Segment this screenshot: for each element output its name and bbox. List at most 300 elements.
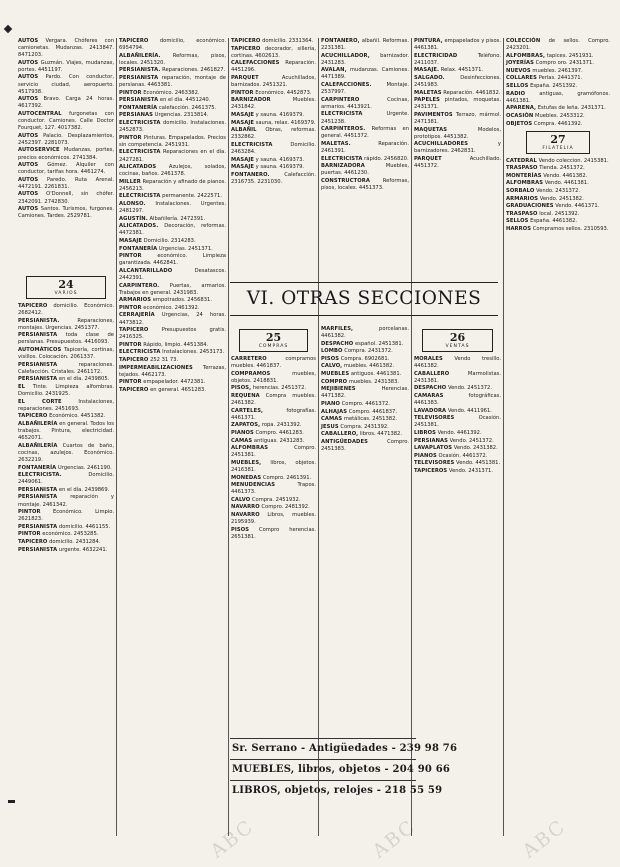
classified-ad bbox=[414, 67, 501, 74]
ad-text: local. 2451392. bbox=[537, 210, 580, 217]
classified-ad bbox=[321, 156, 409, 163]
ad-keyword: TAPICEROS bbox=[414, 467, 448, 474]
classified-ad bbox=[119, 201, 226, 215]
ad-text: y barnizadores. 2462831. bbox=[414, 141, 501, 155]
ad-keyword: MORALES bbox=[414, 356, 443, 362]
ads-list bbox=[506, 158, 610, 233]
ad-keyword: ALBAÑIL bbox=[231, 127, 257, 134]
ad-text: Económico. Limpio. 2621823. bbox=[18, 509, 114, 523]
classified-ad bbox=[231, 127, 316, 141]
ad-text: Santos. Turismos, furgones. Camiones. Tardes. 2529781. bbox=[18, 206, 114, 220]
ad-text: muebles, objetos. 2418831. bbox=[231, 370, 316, 384]
ad-text: reparación, montaje de persianas. 4463381. bbox=[119, 74, 226, 89]
classified-ad bbox=[506, 165, 610, 172]
ad-keyword: MASAJE bbox=[231, 119, 255, 126]
classified-ad bbox=[18, 547, 114, 554]
classified-ad bbox=[18, 147, 114, 161]
ad-keyword: PERSIANISTA bbox=[18, 486, 58, 493]
ad-text: Relax. 4451371. bbox=[439, 67, 484, 74]
ad-text: Compra. 6902681. bbox=[339, 355, 390, 362]
ad-text: Compra. 2451932. bbox=[250, 496, 301, 503]
ad-text: Instalaciones. Urgentes. 2481297. bbox=[119, 201, 226, 215]
ad-keyword: AUTOS bbox=[18, 162, 39, 169]
ad-text: Compro herencias. 2651381. bbox=[231, 526, 316, 540]
ad-keyword: PERSIANISTA bbox=[18, 332, 58, 339]
ad-text: en el día. 2439869. bbox=[57, 486, 110, 493]
ad-text: Muebles. 2431842. bbox=[231, 97, 316, 111]
classified-ad bbox=[321, 416, 409, 423]
ad-keyword: AUTOS bbox=[18, 206, 39, 213]
ad-text: Tienda. 2451372. bbox=[537, 165, 585, 172]
classified-ad bbox=[18, 303, 114, 317]
ad-keyword: CATEDRAL bbox=[506, 157, 537, 164]
ad-text: Compro. 2481392. bbox=[259, 504, 310, 511]
ad-text: Obras, reformas. 2332862. bbox=[231, 127, 316, 141]
classified-ad bbox=[321, 111, 409, 125]
ad-keyword: ACUCHILLADOR, bbox=[321, 52, 370, 59]
classified-ad bbox=[231, 527, 316, 541]
ad-text: Cocinas, armarios. 4413921. bbox=[321, 96, 409, 110]
classified-ad bbox=[18, 96, 114, 110]
ad-text: y sauna. 4169379. bbox=[254, 111, 305, 118]
classified-ad bbox=[18, 162, 114, 176]
classified-ad bbox=[231, 422, 316, 429]
classified-ad bbox=[231, 512, 316, 526]
classified-ad bbox=[321, 363, 409, 370]
classified-ad bbox=[414, 460, 501, 467]
ad-keyword: PISOS, bbox=[231, 385, 252, 392]
ad-keyword: EL bbox=[18, 384, 26, 391]
classified-ad bbox=[119, 305, 226, 312]
ad-keyword: PERSIANAS bbox=[119, 112, 154, 119]
classified-ad bbox=[414, 53, 501, 67]
classified-ad bbox=[321, 439, 409, 453]
classified-ad bbox=[414, 90, 501, 97]
classified-ad bbox=[119, 105, 226, 112]
ad-text: Calefacción. 2316735. 2231030. bbox=[231, 171, 316, 185]
ad-text: Compro. 4461372. bbox=[340, 400, 390, 407]
corner-mark bbox=[4, 25, 12, 33]
classified-ad bbox=[18, 177, 114, 191]
ad-text: Urgencias. 2451371. bbox=[157, 245, 213, 252]
section-number: 27 bbox=[550, 132, 566, 146]
ad-keyword: JESUS bbox=[321, 423, 339, 430]
ad-text: compramos muebles. 4461837. bbox=[231, 356, 316, 370]
classified-ad bbox=[119, 164, 226, 178]
classified-ad bbox=[414, 75, 501, 89]
ad-text: y sauna. 4169379. bbox=[254, 164, 305, 171]
classified-ad bbox=[231, 438, 316, 445]
classified-ad bbox=[321, 141, 409, 155]
ad-text: reparación y montaje. 2461342. bbox=[18, 494, 114, 508]
classified-ad bbox=[231, 60, 316, 74]
ad-keyword: DESPACHO bbox=[321, 340, 354, 347]
ad-text: herencias. 2451372. bbox=[251, 385, 307, 392]
classified-ad bbox=[414, 393, 501, 407]
ad-text: Rápido, limpio. 4451384. bbox=[141, 341, 209, 348]
ad-keyword: CONSTRUCTORA bbox=[321, 177, 371, 184]
ad-text: fotográficas. 4461383. bbox=[414, 392, 501, 407]
ad-keyword: COLECCIÓN bbox=[506, 38, 541, 44]
classified-ad bbox=[231, 142, 316, 156]
ad-text: Perlas. 2441371. bbox=[536, 75, 583, 82]
classified-ad bbox=[414, 445, 501, 452]
ad-keyword: FONTANERÍA bbox=[119, 245, 158, 252]
classified-ad bbox=[119, 75, 226, 89]
ad-keyword: PISOS bbox=[231, 526, 250, 533]
ad-text: Acuchillados, barnizados. 2451321. bbox=[231, 74, 316, 89]
display-ad-books: LIBROS, objetos, relojes - 218 55 59 bbox=[230, 780, 416, 801]
ads-column-5-top bbox=[414, 38, 501, 276]
ad-keyword: SELLOS bbox=[506, 83, 529, 90]
ad-keyword: CERRAJERÍA bbox=[119, 312, 155, 319]
ads-column-5-bottom bbox=[414, 326, 501, 836]
ad-text: reparaciones. Calefacción. Cristales. 2461172. bbox=[18, 361, 114, 375]
ad-keyword: PARQUET bbox=[231, 74, 259, 81]
ad-text: Vergara. Chóferes con camionetas. Mudanzas. 2413847. 8471203. bbox=[18, 38, 114, 59]
ad-keyword: MALETAS bbox=[414, 89, 442, 96]
classified-ad bbox=[18, 472, 114, 486]
ad-keyword: PINTOR bbox=[18, 509, 41, 516]
ad-text: muebles. 2461397. bbox=[530, 67, 583, 74]
ad-text: domicilio, económico. 6954794. bbox=[119, 38, 226, 52]
classified-ad bbox=[506, 203, 610, 210]
classified-ad bbox=[18, 376, 114, 383]
ad-text: Instalaciones, reparaciones. 2451693. bbox=[18, 398, 114, 412]
classified-ad bbox=[231, 371, 316, 385]
ad-text: Vendo. 2431372. bbox=[534, 188, 581, 194]
ad-keyword: CARPINTERO bbox=[321, 96, 360, 103]
ad-text: Trapos. 4461373. bbox=[231, 482, 316, 496]
ad-keyword: TAPICERO bbox=[119, 327, 149, 334]
ad-keyword: TAPICERO bbox=[231, 38, 261, 44]
ad-keyword: TAPICERO bbox=[18, 539, 48, 545]
display-ad-antiques: Sr. Serrano - Antigüedades - 239 98 76 bbox=[230, 738, 416, 759]
ad-text: económico. 2461392. bbox=[141, 304, 200, 311]
ad-keyword: MILLER bbox=[119, 178, 141, 185]
ads-column-6 bbox=[506, 38, 610, 836]
classified-ad bbox=[231, 475, 316, 482]
classified-ad bbox=[18, 421, 114, 442]
ad-keyword: CARPINTEROS. bbox=[321, 126, 366, 133]
ad-text: Acuchillado. 4451372. bbox=[414, 156, 501, 170]
ad-text: Domicilio. 2314283. bbox=[142, 238, 196, 245]
ad-keyword: ELECTRICISTA bbox=[119, 193, 161, 200]
ad-keyword: ALBAÑILERÍA. bbox=[119, 52, 161, 59]
ad-keyword: AUTOMÁTICOS bbox=[18, 347, 62, 354]
ad-keyword: CABALLERO bbox=[414, 370, 450, 377]
ad-keyword: ALBAÑILERÍA bbox=[18, 442, 58, 449]
ad-text: Vendo. 2451372. bbox=[446, 385, 492, 392]
classified-ad bbox=[119, 365, 226, 379]
ad-text: metálicas. 2451382. bbox=[342, 416, 398, 423]
ad-text: Instalaciones. 2453173. bbox=[160, 349, 225, 356]
ad-keyword: MEJIBIENES bbox=[321, 386, 356, 393]
ad-text: domicilio. Económico. 2682412. bbox=[18, 303, 114, 317]
classified-ad bbox=[506, 91, 610, 105]
classified-ad bbox=[414, 38, 501, 52]
ad-keyword: MASAJE bbox=[231, 164, 255, 171]
classified-ad bbox=[119, 149, 226, 163]
ad-keyword: PERSIANISTA bbox=[18, 376, 58, 383]
ad-keyword: ANTIGÜEDADES bbox=[321, 438, 368, 445]
classified-ad bbox=[18, 38, 114, 59]
classified-ad bbox=[119, 112, 226, 119]
classified-ad bbox=[321, 348, 409, 355]
ad-keyword: TAPICERO bbox=[119, 357, 149, 364]
ad-text: Ocasión. 4461372. bbox=[436, 452, 488, 459]
classified-ad bbox=[119, 120, 226, 134]
ad-keyword: BARNIZADOR bbox=[231, 97, 271, 104]
ad-keyword: ALHAJAS bbox=[321, 408, 348, 415]
classified-ad bbox=[119, 193, 226, 200]
ad-text: y sauna. 4169373. bbox=[254, 156, 305, 163]
classified-ad bbox=[414, 156, 501, 170]
ad-text: Terrazo, mármol. 2471381. bbox=[414, 111, 501, 126]
column-rule bbox=[503, 38, 504, 836]
ad-text: en el día. 4451240. bbox=[158, 97, 211, 104]
classified-ad bbox=[321, 97, 409, 111]
ad-text: Reparaciones, montajes. Urgencias. 2451377. bbox=[18, 317, 114, 331]
classified-ad bbox=[321, 371, 409, 378]
classified-ad bbox=[321, 82, 409, 96]
ad-text: tapices. 2451931. bbox=[545, 52, 594, 59]
ad-text: España. 4461382. bbox=[528, 218, 578, 225]
ad-text: Urgencias. 2313814. bbox=[153, 112, 209, 119]
classified-ad bbox=[231, 46, 316, 60]
ad-keyword: AUTOS bbox=[18, 176, 39, 183]
ad-text: Reparaciones. 2461827. bbox=[160, 67, 226, 74]
ad-text: domicilio. 2331364. bbox=[260, 38, 314, 44]
ad-text: Urgente. 2451238. bbox=[321, 111, 409, 125]
ad-keyword: TELEVISORES bbox=[414, 415, 455, 422]
ad-keyword: PERSIANISTA bbox=[119, 74, 159, 81]
section-box-ventas bbox=[422, 329, 493, 352]
ad-keyword: DESPACHO bbox=[414, 385, 447, 392]
ad-keyword: ALICATADOS. bbox=[119, 223, 159, 230]
classifieds-page bbox=[18, 38, 610, 836]
ad-text: Vendo. 4411961. bbox=[446, 407, 492, 414]
ad-text: de sellos. Compro. 2423201. bbox=[506, 38, 610, 52]
section-box-filatelia bbox=[526, 131, 590, 154]
classified-ad bbox=[119, 349, 226, 356]
ad-text: Reparación. 4461832. bbox=[441, 89, 501, 96]
ad-text: sauna, relax. 4169379. bbox=[254, 119, 316, 126]
ad-keyword: AUTOS bbox=[18, 38, 39, 44]
ad-keyword: ELECTRICISTA bbox=[321, 155, 363, 162]
classified-ad bbox=[231, 164, 316, 171]
classified-ad bbox=[321, 341, 409, 348]
classified-ad bbox=[506, 68, 610, 75]
ad-text: libros. 4471382. bbox=[358, 431, 402, 438]
ad-keyword: EL CORTE bbox=[18, 398, 62, 405]
ad-text: Domicilio. 2449061. bbox=[18, 472, 114, 486]
ad-keyword: CAMAS bbox=[231, 437, 253, 444]
ad-keyword: ALFOMBRAS bbox=[506, 180, 544, 187]
ad-keyword: CALEFACCIONES. bbox=[321, 82, 372, 89]
ad-text: Terrazas, tejados. 4462173. bbox=[119, 364, 226, 378]
ad-text: Libros, muebles. 2195939. bbox=[231, 511, 316, 526]
ad-text: Gómez. Alquiler con conductor, tarifas hora. 4461274. bbox=[18, 162, 114, 176]
ad-keyword: MONEDAS bbox=[231, 474, 262, 481]
ad-keyword: PINTOR bbox=[18, 531, 41, 538]
ads-list bbox=[231, 356, 316, 541]
ad-text: Vendo tresillo. 4461382. bbox=[414, 356, 501, 370]
classified-ad bbox=[414, 468, 501, 475]
classified-ad bbox=[506, 180, 610, 187]
classified-ad bbox=[119, 67, 226, 74]
ad-text: Compro. 4461283. bbox=[253, 429, 304, 436]
ad-keyword: LAVADORA bbox=[414, 407, 447, 414]
ad-keyword: AUTOS bbox=[18, 132, 39, 139]
watermark: ABC bbox=[206, 815, 259, 863]
classified-ad bbox=[18, 531, 114, 538]
ads-column-3-bottom bbox=[231, 326, 316, 734]
classified-ad bbox=[506, 196, 610, 203]
ad-text: porcelanas. 4461382. bbox=[321, 326, 409, 340]
ad-text: Reparaciones en el día. 2427281. bbox=[119, 149, 226, 163]
classified-ad bbox=[414, 438, 501, 445]
classified-ad bbox=[414, 127, 501, 141]
classified-ad bbox=[231, 393, 316, 407]
classified-ad bbox=[506, 83, 610, 90]
column-rule bbox=[411, 38, 412, 836]
ad-text: antiguas, gramófonos. 4461381. bbox=[506, 90, 610, 104]
ad-keyword: MAQUETAS bbox=[414, 126, 448, 133]
ad-keyword: OBJETOS bbox=[506, 120, 533, 127]
ad-keyword: MALETAS. bbox=[321, 140, 351, 147]
ad-text: Estufas de leña. 2431371. bbox=[536, 105, 606, 112]
ad-keyword: PERSIANISTA bbox=[18, 523, 58, 530]
ad-text: muebles. 2431383. bbox=[347, 378, 400, 385]
ad-text: fotografías. 4461371. bbox=[231, 407, 316, 421]
classified-ad bbox=[18, 206, 114, 220]
ad-keyword: LAVAPLATOS bbox=[414, 445, 453, 452]
classified-ad bbox=[414, 430, 501, 437]
classified-ad bbox=[321, 53, 409, 67]
classified-ad bbox=[119, 38, 226, 52]
ad-keyword: RADIO bbox=[506, 90, 526, 97]
ad-text: Económico. 4452873. bbox=[253, 89, 312, 96]
classified-ad bbox=[321, 424, 409, 431]
ad-keyword: TAPICERO bbox=[119, 38, 149, 44]
ad-text: domicilio. 2431284. bbox=[47, 539, 101, 545]
ad-text: O'Donnell, sin chófer. 2342091. 2742830. bbox=[18, 191, 114, 205]
classified-ad bbox=[119, 179, 226, 193]
ad-keyword: ARMARIOS bbox=[119, 297, 152, 304]
ad-text: Reparación. 2461391. bbox=[321, 140, 409, 154]
ad-text: Tapicería, cortinas, visillos. Colocación. 2061337. bbox=[18, 347, 114, 361]
ad-keyword: COMPRAMOS bbox=[231, 370, 271, 377]
classified-ad bbox=[231, 445, 316, 459]
classified-ad bbox=[119, 223, 226, 237]
classified-ad bbox=[18, 60, 114, 74]
ad-keyword: CALEFACCIONES bbox=[231, 60, 280, 67]
column-rule bbox=[116, 38, 117, 836]
ad-text: Vendo. 4461382. bbox=[541, 172, 588, 179]
classified-ad bbox=[119, 327, 226, 341]
classified-ad bbox=[231, 385, 316, 392]
classified-ad bbox=[18, 465, 114, 472]
ad-text: Azulejos, solados, cocinas, baños. 2461378. bbox=[119, 164, 226, 178]
classified-ad bbox=[321, 409, 409, 416]
ad-text: Desatascos. 2442391. bbox=[119, 267, 226, 281]
classified-ad bbox=[18, 362, 114, 376]
section-label: COMPRAS bbox=[258, 344, 289, 349]
ad-keyword: PINTOR bbox=[119, 379, 142, 386]
classified-ad bbox=[18, 443, 114, 464]
ad-keyword: ELECTRICISTA bbox=[231, 141, 273, 148]
classified-ad bbox=[414, 356, 501, 370]
classified-ad bbox=[414, 385, 501, 392]
classified-ad bbox=[506, 218, 610, 225]
ads-list bbox=[18, 303, 114, 554]
ad-text: rápido. 2456820. bbox=[362, 155, 409, 162]
ad-text: español. 2451381. bbox=[353, 340, 404, 347]
ad-text: barnizador. 2431283. bbox=[321, 52, 409, 66]
ad-keyword: ELECTRICISTA. bbox=[18, 472, 62, 479]
classified-ad bbox=[321, 401, 409, 408]
ad-keyword: PIANOS bbox=[414, 452, 437, 459]
ad-text: Vendo. 4461392. bbox=[435, 429, 482, 436]
ad-text: mudanzas. Camiones. 4471389. bbox=[321, 67, 409, 81]
ad-keyword: COLLARES bbox=[506, 75, 537, 82]
classified-ad bbox=[231, 430, 316, 437]
ad-keyword: AUTOSERVICE bbox=[18, 147, 60, 154]
ad-text: Compra. 2431392. bbox=[338, 423, 389, 430]
classified-ad bbox=[321, 379, 409, 386]
classified-ad bbox=[119, 379, 226, 386]
ad-text: Presupuestos gratis. 2416325. bbox=[119, 327, 226, 341]
ad-keyword: MONTERÍAS bbox=[506, 172, 542, 179]
classified-ad bbox=[506, 105, 610, 112]
ad-keyword: JOYERÍAS bbox=[506, 60, 534, 67]
classified-ad bbox=[506, 75, 610, 82]
classified-ad bbox=[231, 38, 316, 45]
ad-text: Vendo. 2451372. bbox=[448, 437, 494, 444]
classified-ad bbox=[506, 60, 610, 67]
ad-keyword: NAVARRO bbox=[231, 504, 260, 511]
classified-ad bbox=[119, 53, 226, 67]
ad-text: Vendo. 2431371. bbox=[447, 467, 493, 474]
ad-keyword: PINTOR bbox=[119, 253, 142, 260]
classified-ad bbox=[321, 431, 409, 438]
display-ad-furniture: MUEBLES, libros, objetos - 204 90 66 bbox=[230, 759, 416, 780]
ad-keyword: CALVO bbox=[231, 496, 251, 503]
classified-ad bbox=[18, 318, 114, 332]
ad-keyword: PERSIANISTA bbox=[18, 361, 58, 368]
ad-text: en el día. 2439805. bbox=[57, 376, 110, 383]
classified-ad bbox=[119, 238, 226, 245]
ad-keyword: MASAJE bbox=[119, 238, 143, 245]
classified-ad bbox=[414, 453, 501, 460]
ad-keyword: ALCANTARILLADO bbox=[119, 267, 173, 274]
ad-text: Compro. 2451381. bbox=[231, 445, 316, 459]
ad-keyword: CARTELES, bbox=[231, 407, 264, 414]
ad-keyword: ELECTRICISTA bbox=[321, 111, 363, 118]
classified-ad bbox=[119, 135, 226, 149]
ad-text: domicilio. Instalaciones. 2452873. bbox=[119, 120, 226, 134]
ads-column-4-bottom bbox=[321, 326, 409, 734]
ad-text: Cuartos de baño, cocinas, azulejos. Económico. 2632219. bbox=[18, 442, 114, 463]
ad-keyword: ALFOMBRAS bbox=[231, 445, 269, 452]
ad-keyword: PISOS bbox=[321, 355, 340, 362]
ad-text: Compra muebles. 2461382. bbox=[231, 392, 316, 407]
ad-text: empotrados. 2456831. bbox=[151, 297, 212, 304]
ad-keyword: PERSIANAS bbox=[414, 437, 449, 444]
ad-keyword: NAVARRO bbox=[231, 511, 260, 518]
ads-list bbox=[506, 38, 610, 128]
